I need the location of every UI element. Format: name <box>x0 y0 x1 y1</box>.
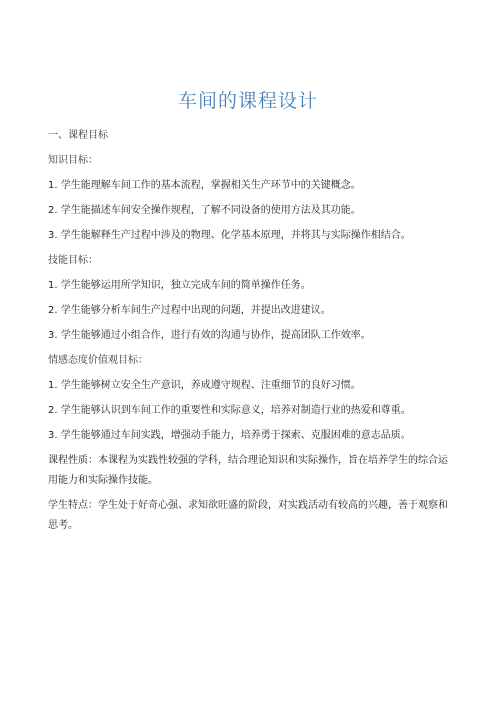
section-heading-course-goals: 一、课程目标 <box>48 130 108 141</box>
document-title: 车间的课程设计 <box>177 90 318 112</box>
knowledge-goal-3: 3. 学生能解释生产过程中涉及的物理、化学基本原理，并将其与实际操作相结合。 <box>48 230 411 241</box>
knowledge-goal-1: 1. 学生能理解车间工作的基本流程，掌握相关生产环节中的关键概念。 <box>48 180 361 191</box>
student-characteristics-paragraph: 学生特点：学生处于好奇心强、求知欲旺盛的阶段，对实践活动有较高的兴趣，善于观察和思考。 <box>48 500 448 531</box>
skill-goal-3: 3. 学生能够通过小组合作，进行有效的沟通与协作，提高团队工作效率。 <box>48 330 371 341</box>
subheading-knowledge-goals: 知识目标： <box>48 155 98 166</box>
skill-goal-1: 1. 学生能够运用所学知识，独立完成车间的简单操作任务。 <box>48 280 311 291</box>
attitude-goal-1: 1. 学生能够树立安全生产意识，养成遵守规程、注重细节的良好习惯。 <box>48 380 361 391</box>
course-nature-paragraph: 课程性质：本课程为实践性较强的学科，结合理论知识和实际操作，旨在培养学生的综合运用能力和实际操作技能。 <box>48 455 448 486</box>
attitude-goal-3: 3. 学生能够通过车间实践，增强动手能力，培养勇于探索、克服困难的意志品质。 <box>48 430 411 441</box>
subheading-skill-goals: 技能目标： <box>48 255 98 266</box>
knowledge-goal-2: 2. 学生能描述车间安全操作规程，了解不同设备的使用方法及其功能。 <box>48 205 361 216</box>
skill-goal-2: 2. 学生能够分析车间生产过程中出现的问题，并提出改进建议。 <box>48 305 331 316</box>
attitude-goal-2: 2. 学生能够认识到车间工作的重要性和实际意义，培养对制造行业的热爱和尊重。 <box>48 405 411 416</box>
document-body <box>48 126 452 541</box>
subheading-attitude-goals: 情感态度价值观目标： <box>48 355 148 366</box>
